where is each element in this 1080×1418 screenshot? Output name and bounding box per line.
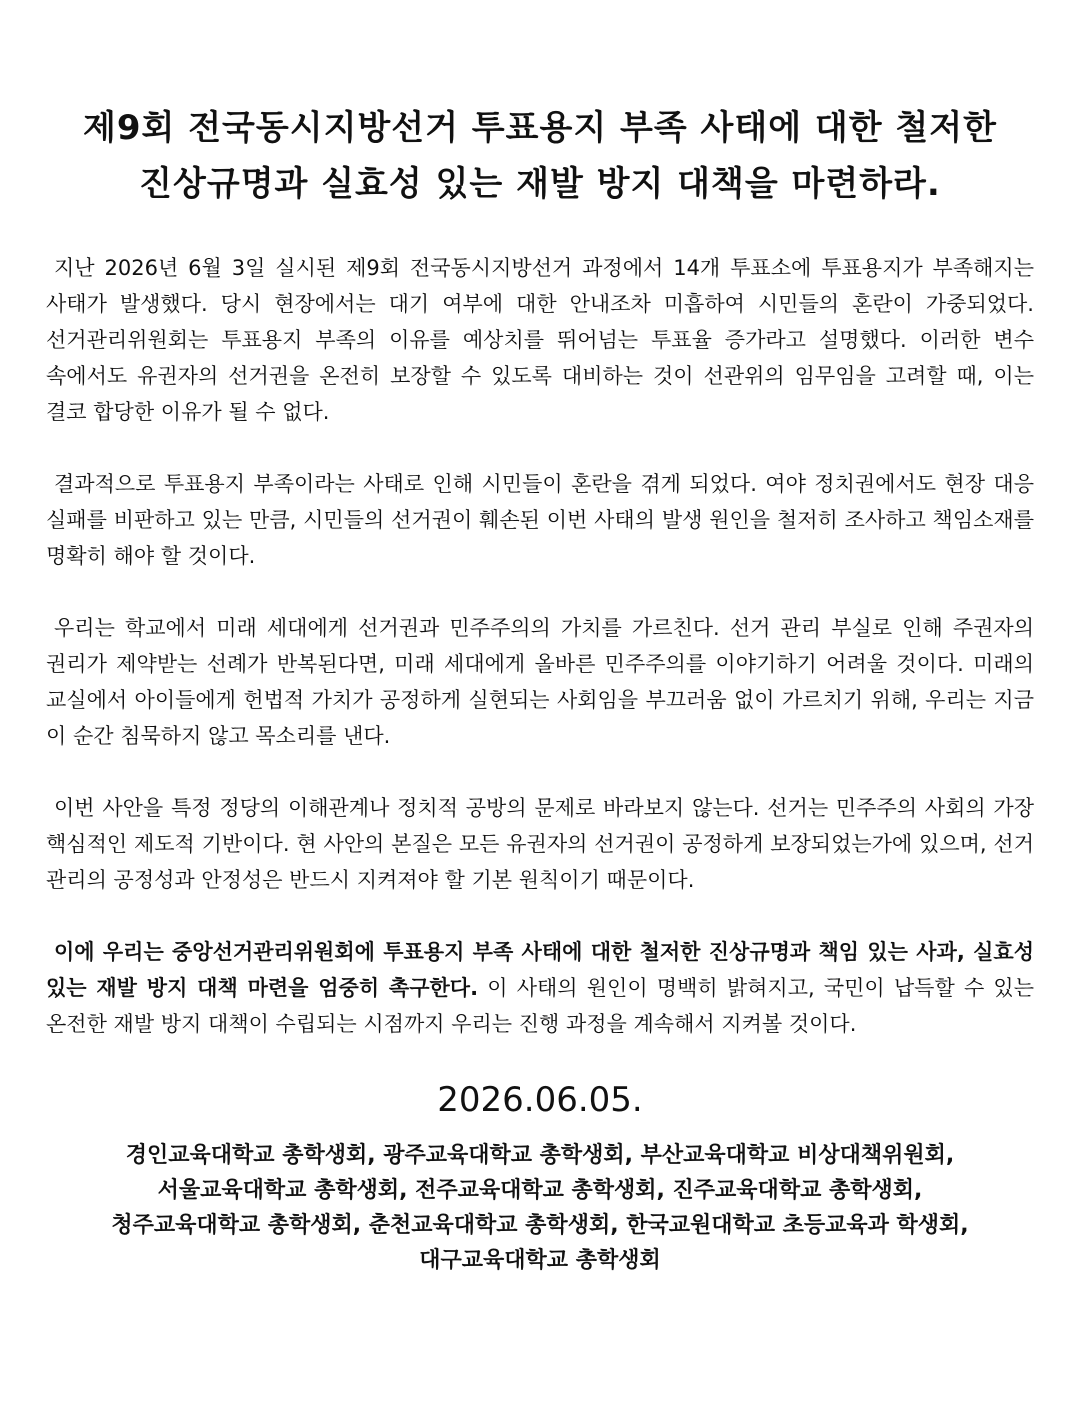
demand-paragraph xyxy=(46,934,1034,1042)
signatory-line-3: 청주교육대학교 총학생회, 춘천교육대학교 총학생회, 한국교원대학교 초등교육과 학생회, xyxy=(111,1213,969,1238)
signatories-block xyxy=(46,1138,1034,1278)
statement-title xyxy=(46,100,1034,212)
signatory-line-4: 대구교육대학교 총학생회 xyxy=(419,1248,661,1273)
demand-bold-text: 이에 우리는 중앙선거관리위원회에 투표용지 부족 사태에 대한 철저한 진상규명과 책임 있는 사과, 실효성 있는 재발 방지 대책 마련을 엄중히 촉구한다. xyxy=(46,940,1034,1000)
body-paragraph-1: 지난 2026년 6월 3일 실시된 제9회 전국동시지방선거 과정에서 14개 투표소에 투표용지가 부족해지는 사태가 발생했다. 당시 현장에서는 대기 여부에 대한 안내조차 미흡하여 시민들의 혼란이 가중되었다. 선거관리위원회는 투표용지 부족의 이유를 예상치를 뛰어넘는 투표율 증가라고 설명했다. 이러한 변수 속에서도 유권자의 선거권을 온전히 보장할 수 있도록 대비하는 것이 선관위의 임무임을 고려할 때, 이는 결코 합당한 이유가 될 수 없다. xyxy=(46,256,1034,424)
body-paragraph-2: 결과적으로 투표용지 부족이라는 사태로 인해 시민들이 혼란을 겪게 되었다. 여야 정치권에서도 현장 대응 실패를 비판하고 있는 만큼, 시민들의 선거권이 훼손된 이번 사태의 발생 원인을 철저히 조사하고 책임소재를 명확히 해야 할 것이다. xyxy=(46,472,1034,568)
demand-normal-text: 이 사태의 원인이 명백히 밝혀지고, 국민이 납득할 수 있는 온전한 재발 방지 대책이 수립되는 시점까지 우리는 진행 과정을 계속해서 지켜볼 것이다. xyxy=(46,976,1034,1036)
body-paragraph-4: 이번 사안을 특정 정당의 이해관계나 정치적 공방의 문제로 바라보지 않는다. 선거는 민주주의 사회의 가장 핵심적인 제도적 기반이다. 현 사안의 본질은 모든 유권자의 선거권이 공정하게 보장되었는가에 있으며, 선거 관리의 공정성과 안정성은 반드시 지켜져야 할 기본 원칙이기 때문이다. xyxy=(46,796,1034,892)
title-line-1: 제9회 전국동시지방선거 투표용지 부족 사태에 대한 철저한 xyxy=(83,108,997,148)
title-line-2: 진상규명과 실효성 있는 재발 방지 대책을 마련하라. xyxy=(139,164,941,204)
statement-date: 2026.06.05. xyxy=(437,1080,643,1120)
signatory-line-1: 경인교육대학교 총학생회, 광주교육대학교 총학생회, 부산교육대학교 비상대책위원회, xyxy=(125,1143,955,1168)
body-paragraph-3: 우리는 학교에서 미래 세대에게 선거권과 민주주의의 가치를 가르친다. 선거 관리 부실로 인해 주권자의 권리가 제약받는 선례가 반복된다면, 미래 세대에게 올바른 민주주의를 이야기하기 어려울 것이다. 미래의 교실에서 아이들에게 헌법적 가치가 공정하게 실현되는 사회임을 부끄러움 없이 가르치기 위해, 우리는 지금 이 순간 침묵하지 않고 목소리를 낸다. xyxy=(46,616,1034,748)
signatory-line-2: 서울교육대학교 총학생회, 전주교육대학교 총학생회, 진주교육대학교 총학생회, xyxy=(157,1178,923,1203)
